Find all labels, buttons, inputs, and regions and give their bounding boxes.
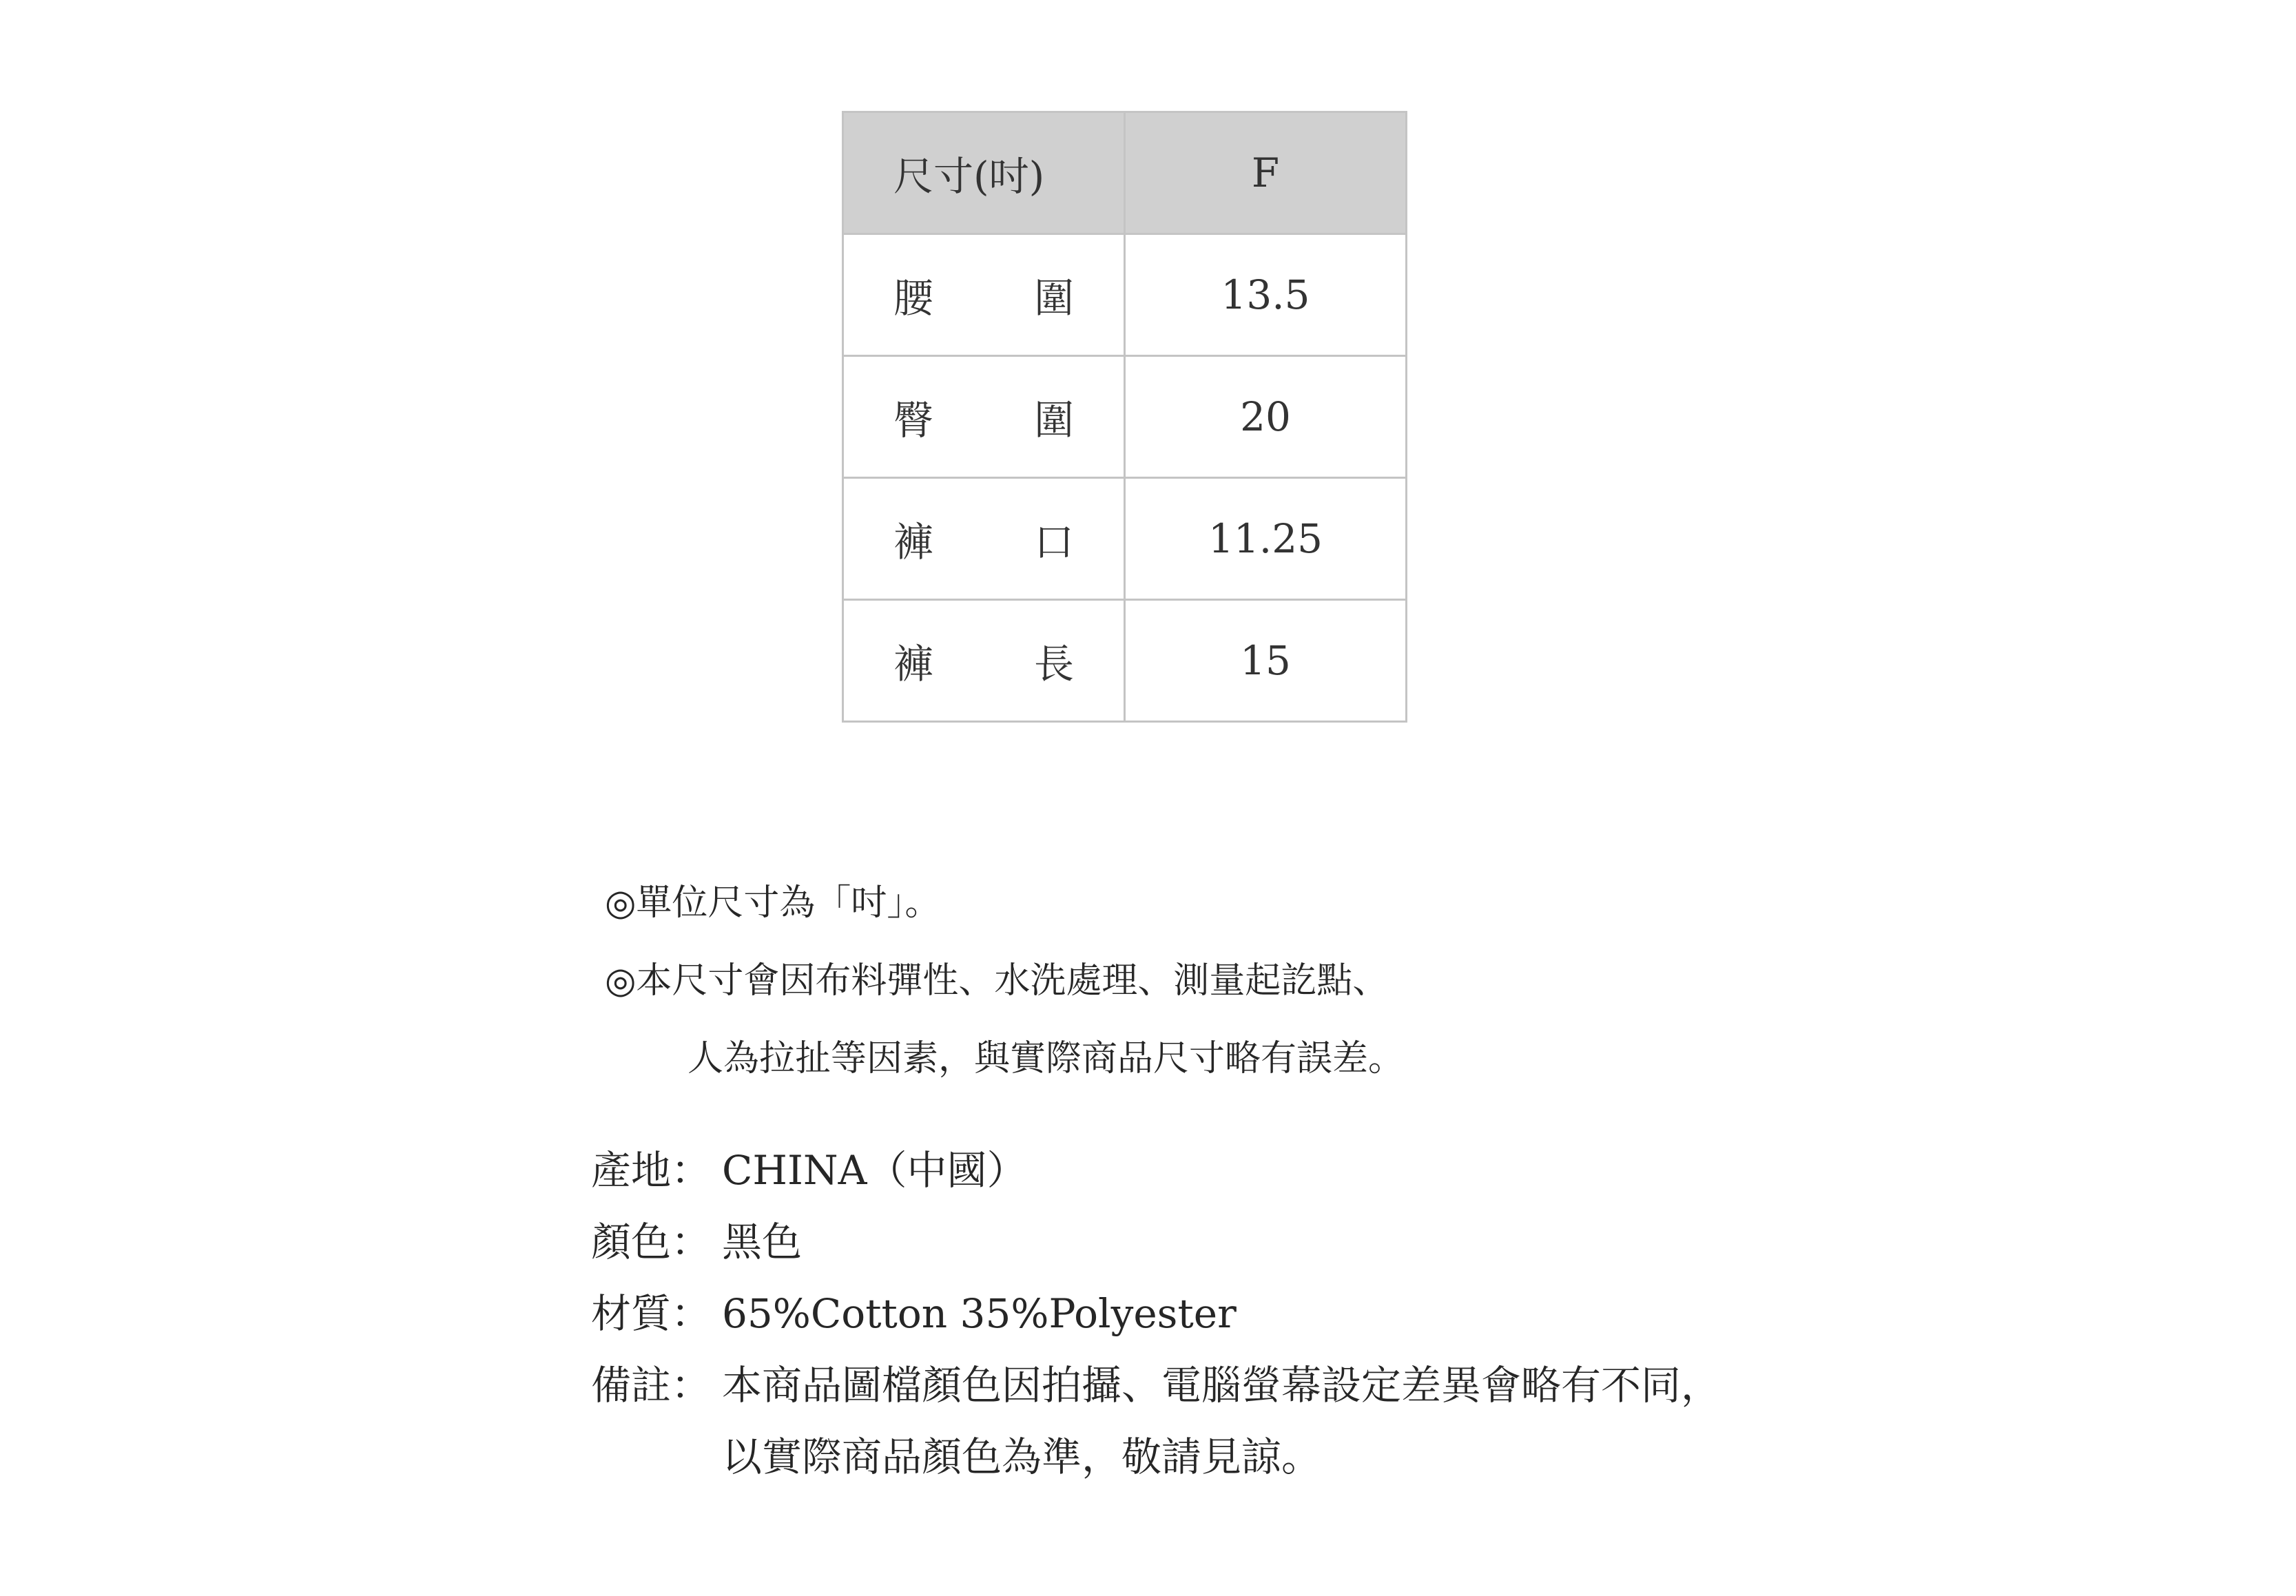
remark-line: 本商品圖檔顏色因拍攝、電腦螢幕設定差異會略有不同， (722, 1362, 1721, 1409)
info-material (591, 1278, 1721, 1349)
info-origin (591, 1134, 1721, 1206)
size-table-header-size: F (1125, 112, 1407, 234)
size-table-header-row (843, 112, 1407, 234)
size-table (842, 111, 1407, 723)
size-table-row (843, 478, 1407, 600)
color-value: 黑色 (722, 1219, 803, 1265)
note-unit: ◎單位尺寸為「吋」。 (605, 882, 941, 924)
size-table-row-value: 13.5 (1125, 234, 1407, 356)
origin-value: CHINA（中國） (722, 1147, 1027, 1194)
material-label: 材質： (591, 1290, 712, 1337)
size-table-row-value: 20 (1125, 356, 1407, 478)
size-table-row-label (843, 478, 1125, 600)
label-left: 褲 (893, 641, 934, 687)
size-table-header-label: 尺寸(吋) (843, 112, 1125, 234)
size-table-row-label (843, 234, 1125, 356)
label-left: 腰 (893, 275, 934, 322)
label-right: 圍 (1033, 397, 1074, 444)
color-label: 顏色： (591, 1219, 712, 1265)
remark-line: 以實際商品顏色為準，敬請見諒。 (722, 1433, 1322, 1480)
origin-label: 產地： (591, 1147, 712, 1194)
info-color (591, 1206, 1721, 1278)
info-remark (591, 1349, 1721, 1493)
label-left: 褲 (893, 519, 934, 566)
material-value: 65%Cotton 35%Polyester (722, 1290, 1237, 1337)
product-info (591, 1134, 1721, 1493)
remark-text (722, 1349, 1721, 1493)
size-table-row (843, 234, 1407, 356)
label-right: 口 (1033, 519, 1074, 566)
label-right: 長 (1033, 641, 1074, 687)
size-table-row-value: 15 (1125, 600, 1407, 722)
remark-label: 備註： (591, 1362, 712, 1409)
size-table-row (843, 600, 1407, 722)
size-table-row-value: 11.25 (1125, 478, 1407, 600)
note-tolerance: ◎本尺寸會因布料彈性、水洗處理、測量起訖點、 (605, 960, 1389, 1002)
size-table-row (843, 356, 1407, 478)
size-notes (605, 864, 1404, 1098)
label-left: 臀 (893, 397, 934, 444)
note-tolerance-cont: 人為拉扯等因素，與實際商品尺寸略有誤差。 (687, 1038, 1405, 1079)
size-table-row-label (843, 600, 1125, 722)
label-right: 圍 (1033, 275, 1074, 322)
size-table-row-label (843, 356, 1125, 478)
